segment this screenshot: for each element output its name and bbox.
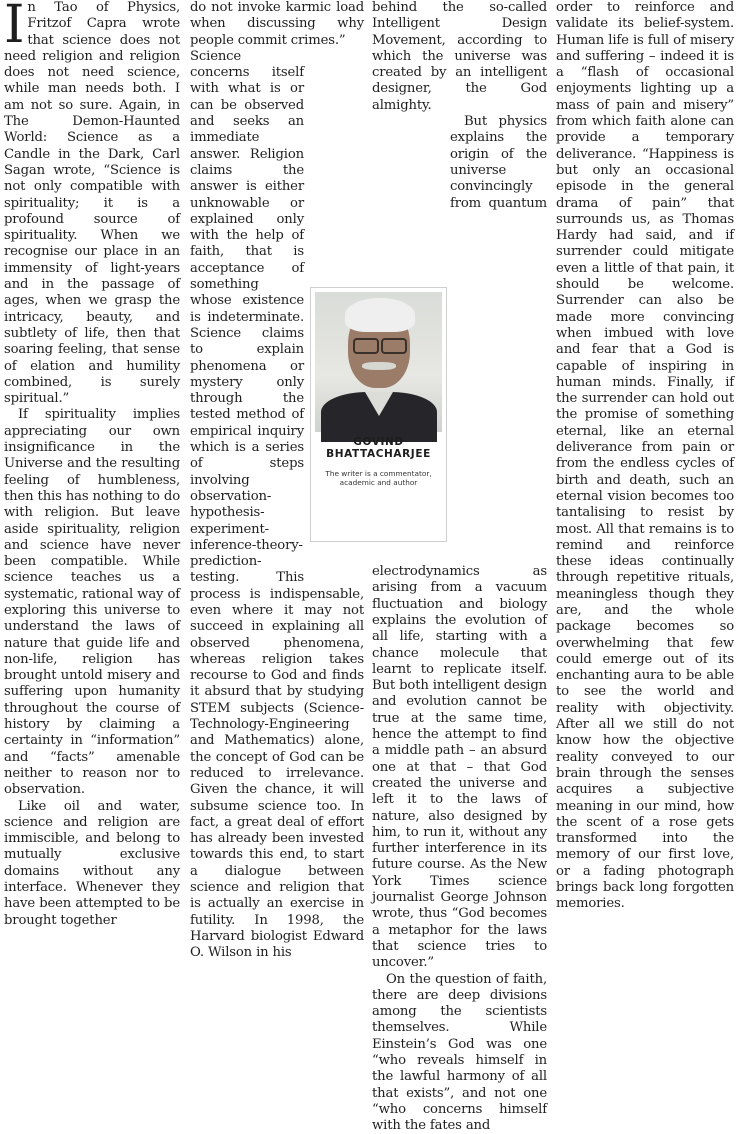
- author-last-name: BHATTACHARJEE: [311, 448, 446, 460]
- article-paragraph: Like oil and water, science and religion are immiscible, and belong to mutually exclusive domains without any interface. Whenever they have been attempted to be brought together: [4, 799, 180, 929]
- article-paragraph: order to reinforce and validate its belief-system. Human life is full of misery and suffering – indeed it is a “flash of occasional enjoyments lighting up a mass of pain and misery” from which faith alone can provide a temporary deliverance. “Happiness is but only an occasional episode in the general drama of pain” that surrounds us, as Thomas Hardy had said, and if surrender could mitigate even a little of that pain, it should be welcome. Surrender can also be made more convincing when imbued with love and fear that a God is capable of inspiring in human minds. Finally, if the surrender can hold out the promise of something eternal, like an eternal deliverance from pain or from the endless cycles of birth and death, such an eternal vision becomes too tantalising to resist by most. All that remains is to remind and reinforce these ideas continually through repetitive rituals, meaningless though they are, and the whole package becomes so overwhelming that few could emerge out of its enchanting aura to be able to see the world and reality with objectivity. After all we still do not know how the objective reality conveyed to our brain through the senses acquires a subjective meaning in our mind, how the scent of a rose gets transformed into the memory of our first love, or a fading photograph brings back long forgotten memories.: [556, 0, 734, 913]
- author-bio: The writer is a commentator, academic and author: [317, 469, 440, 487]
- article-paragraph: [4, 0, 180, 407]
- article-paragraph: If spirituality implies appreciating our own insignificance in the Universe and the resulting feeling of humbleness, then this has nothing to do with religion. But leave aside spirituality, religion and science have never been compatible. While science teaches us a systematic, rational way of exploring this universe to understand the laws of nature that guide life and non-life, religion has brought untold misery and suffering upon humanity throughout the course of history by claiming a certainty in “information” and “facts” amenable neither to reason nor to observation.: [4, 407, 180, 798]
- author-name: [311, 436, 446, 460]
- article-paragraph: behind the so-called Intelligent Design Movement, according to which the universe was created by an intelligent designer, the God almighty.: [372, 0, 547, 114]
- article-column-4: [556, 0, 734, 537]
- article-paragraph: But physics explains the origin of the universe convincingly from quantum electrodynamics as arising from a vacuum fluctuation and biology explains the evolution of all life, starting with a chance molecule that learnt to replicate itself. But both intelligent design and evolution cannot be true at the same time, hence the attempt to find a middle path – an absurd one at that – that God created the universe and left it to the laws of nature, also designed by him, to run it, without any further interference in its future course. As the New York Times science journalist George Johnson wrote, thus “God becomes a metaphor for the laws that science tries to uncover.”: [372, 114, 547, 971]
- author-first-name: GOVIND: [311, 436, 446, 448]
- author-byline-box: [310, 287, 447, 542]
- article-paragraph: On the question of faith, there are deep divisions among the scientists themselves. While Einstein’s God was one “who reveals himself in the lawful harmony of all that exists”, and not one “who concerns himself with the fates and: [372, 972, 547, 1134]
- article-paragraph: do not invoke karmic load when discussing why people commit crimes.”: [190, 0, 364, 49]
- article-column-1: [4, 0, 180, 537]
- paragraph-text: Science concerns itself with what is or can be observed and seeks an immediate answer. Religion claims the answer is either unknowable or explained only with the help of faith, that is acceptance of something whose existence is indeterminate. Science claims to explain phenomena or mystery only through the tested method of empirical inquiry which is a series of steps involving observation-hypothesis-experiment-inference-theory-prediction-testing. This process is indispensable, even where it may not succeed in explaining all observed phenomena, whereas religion takes recourse to God and finds it absurd that by studying STEM subjects (Science-Technology-Engineering and Mathematics) alone, the concept of God can be reduced to irrelevance. Given the chance, it will subsume science too. In fact, a great deal of effort has already been invested towards this end, to start a dialogue between science and religion that is actually an exercise in futility. In 1998, the Harvard biologist Edward O. Wilson in his: [190, 49, 364, 960]
- paragraph-text: n Tao of Physics, Fritzof Capra wrote that science does not need religion and religion does not need science, while man needs both. I am not so sure. Again, in The Demon-Haunted World: Science as a Candle in the Dark, Carl Sagan wrote, “Science is not only compatible with spirituality; it is a profound source of spirituality. When we recognise our place in an immensity of light-years and in the passage of ages, when we grasp the intricacy, beauty, and subtlety of life, then that soaring feeling, that sense of elation and humility combined, is surely spiritual.”: [4, 0, 180, 406]
- drop-cap: I: [4, 4, 24, 46]
- author-photo: [315, 292, 442, 432]
